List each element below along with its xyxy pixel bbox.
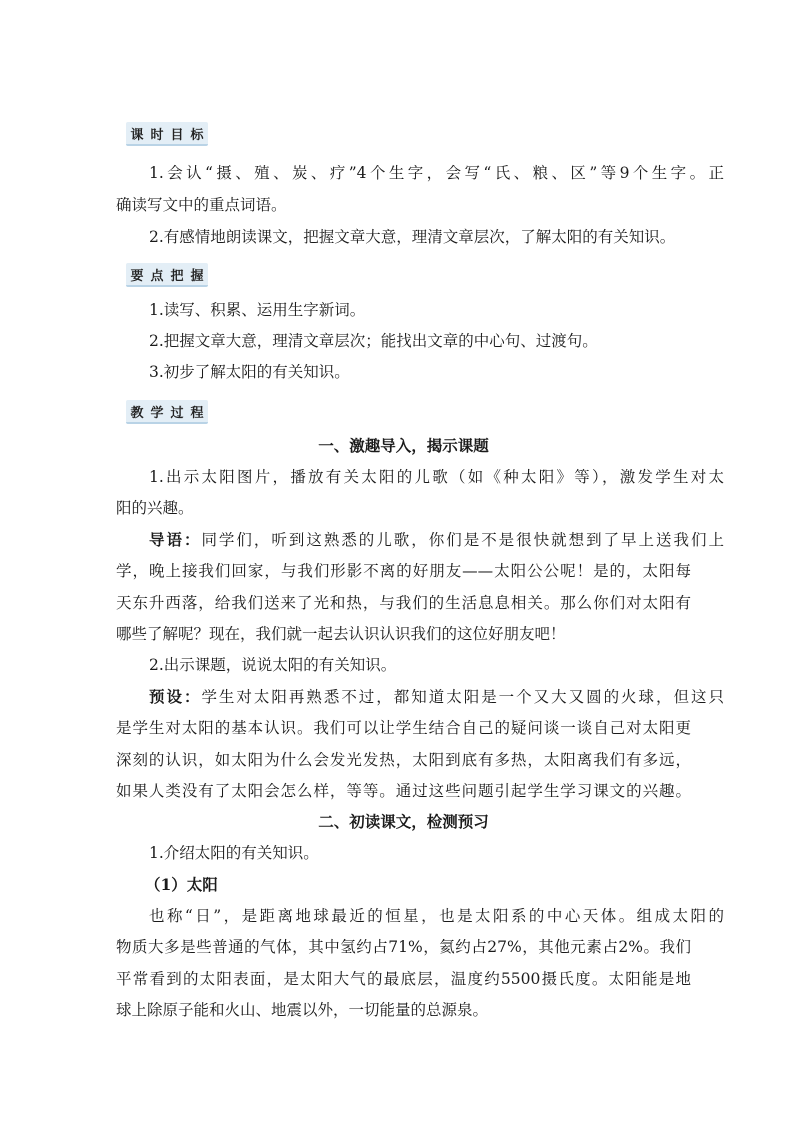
preset-paragraph-line-1 [116,687,724,707]
guide-paragraph-line-3: 天东升西落，给我们送来了光和热，与我们的生活息息相关。那么你们对太阳有 [116,594,691,612]
guide-text-1: 同学们，听到这熟悉的儿歌，你们是不是很快就想到了早上送我们上 [201,531,724,549]
badge-objectives-label: 课时目标 [130,127,211,143]
section-1-step-1-line-2: 阳的兴趣。 [116,499,194,517]
badge-process [126,400,211,424]
section-1-heading: 一、激趣导入，揭示课题 [318,436,489,455]
sun-paragraph-line-4: 球上除原子能和火山、地震以外，一切能量的总源泉。 [116,1001,489,1019]
guide-label: 导语： [149,530,202,549]
section-1-step-1-line-1: 1.出示太阳图片，播放有关太阳的儿歌（如《种太阳》等），激发学生对太 [149,468,724,486]
sun-paragraph-line-3: 平常看到的太阳表面，是太阳大气的最底层，温度约5500摄氏度。太阳能是地 [116,970,691,988]
key-point-1: 1.读写、积累、运用生字新词。 [149,301,366,319]
badge-process-label: 教学过程 [130,405,211,421]
guide-paragraph-line-2: 学，晚上接我们回家，与我们形影不离的好朋友——太阳公公呢！是的，太阳每 [116,562,691,580]
key-point-3: 3.初步了解太阳的有关知识。 [149,363,350,381]
preset-paragraph-line-2: 是学生对太阳的基本认识。我们可以让学生结合自己的疑问谈一谈自己对太阳更 [116,719,691,737]
preset-label: 预设： [149,687,202,706]
guide-paragraph-line-1 [116,530,724,550]
badge-key-points [126,263,211,287]
preset-paragraph-line-4: 如果人类没有了太阳会怎么样，等等。通过这些问题引起学生学习课文的兴趣。 [116,782,691,800]
badge-objectives [126,122,211,146]
objective-1-line-2: 确读写文中的重点词语。 [116,196,287,214]
guide-paragraph-line-4: 哪些了解呢？现在，我们就一起去认识认识我们的这位好朋友吧！ [116,625,566,643]
section-2-sub-heading: （1）太阳 [145,875,218,894]
section-2-heading: 二、初读课文，检测预习 [318,812,489,831]
section-2-step-1: 1.介绍太阳的有关知识。 [149,844,319,862]
key-point-2: 2.把握文章大意，理清文章层次；能找出文章的中心句、过渡句。 [149,332,598,350]
preset-paragraph-line-3: 深刻的认识，如太阳为什么会发光发热，太阳到底有多热，太阳离我们有多远， [116,751,691,769]
section-1-step-2: 2.出示课题，说说太阳的有关知识。 [149,656,397,674]
sun-paragraph-line-1: 也称“日”，是距离地球最近的恒星，也是太阳系的中心天体。组成太阳的 [149,907,724,925]
objective-2: 2.有感情地朗读课文，把握文章大意，理清文章层次，了解太阳的有关知识。 [149,228,676,246]
objective-1-line-1: 1.会认“摄、殖、炭、疗”4个生字，会写“氏、粮、区”等9个生字。正 [149,164,724,182]
badge-key-points-label: 要点把握 [130,268,211,284]
sun-paragraph-line-2: 物质大多是些普通的气体，其中氢约占71%，氦约占27%，其他元素占2%。我们 [116,938,691,956]
preset-text-1: 学生对太阳再熟悉不过，都知道太阳是一个又大又圆的火球，但这只 [201,688,724,706]
